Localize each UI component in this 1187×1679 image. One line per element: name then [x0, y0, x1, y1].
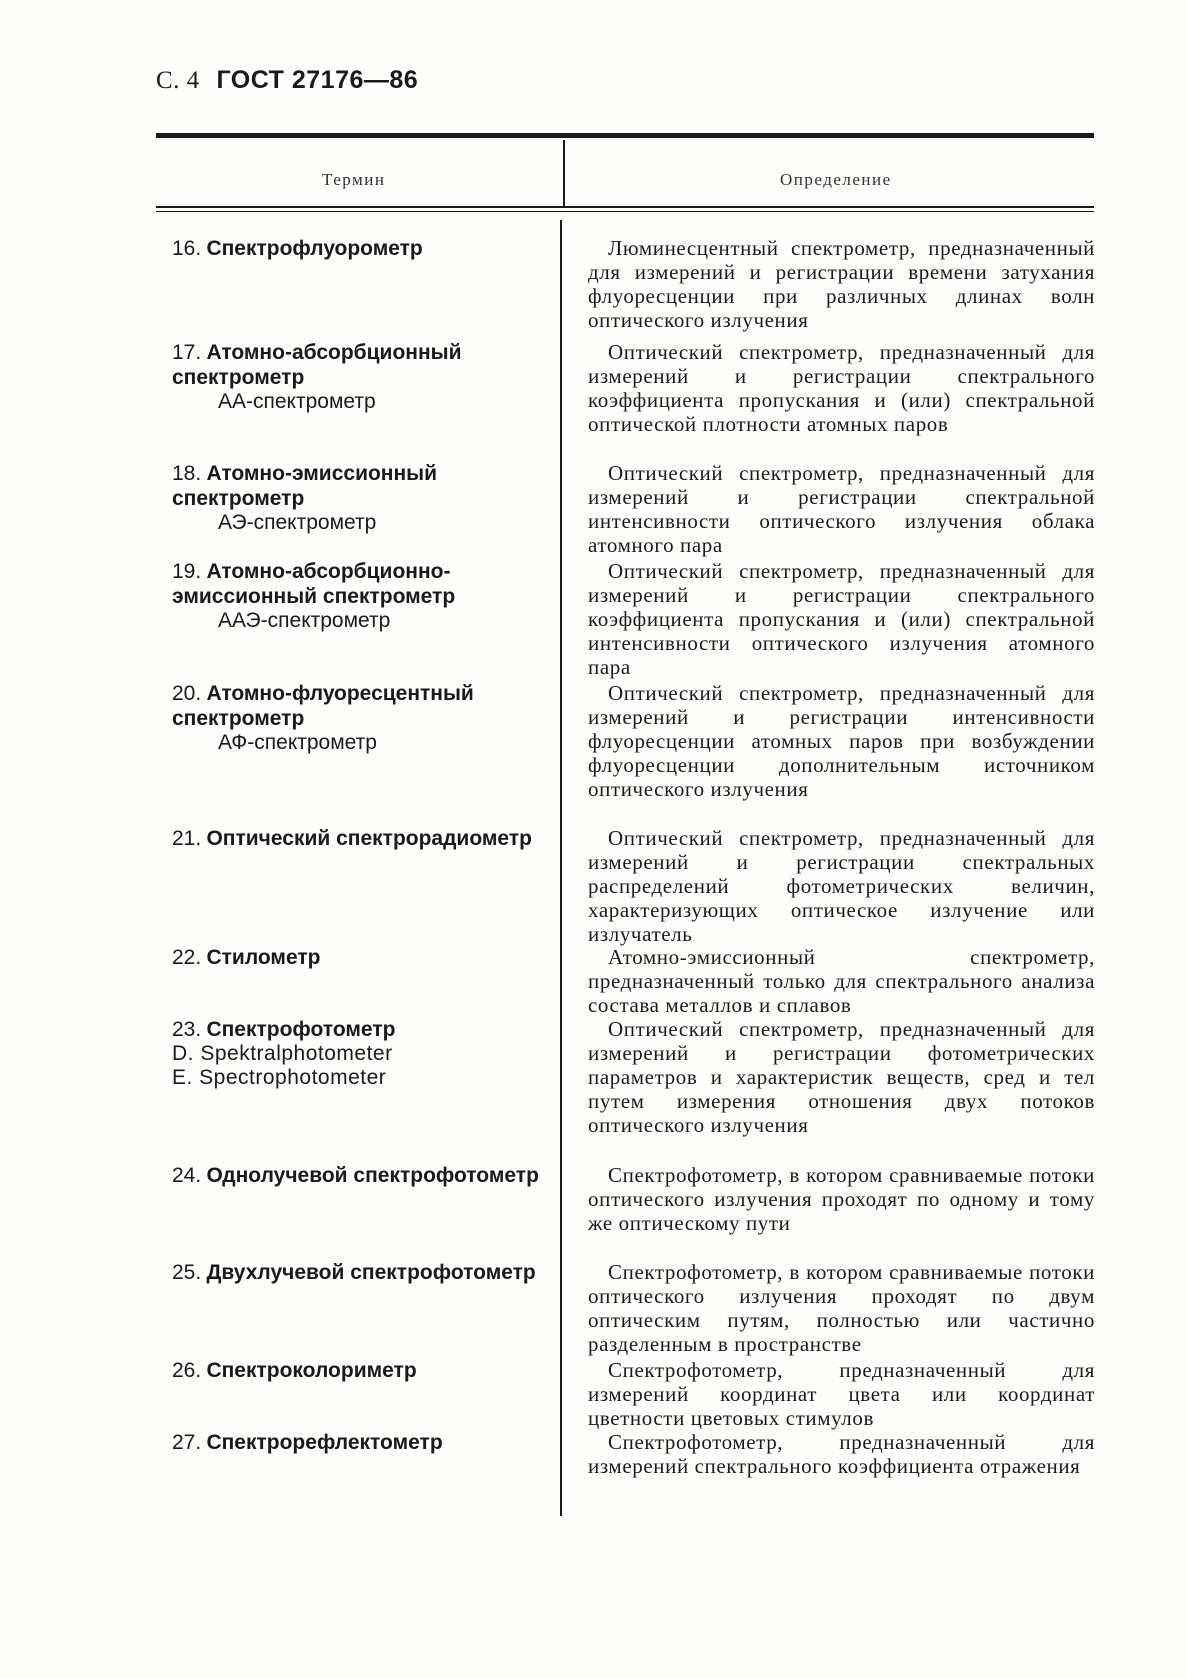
- term-cell: [172, 236, 552, 261]
- term-cell: [172, 681, 552, 755]
- definition-cell: Спектрофотометр, предназначенный для измерений спектрального коэффициента отражения: [588, 1430, 1095, 1478]
- definition-cell: Оптический спектрометр, предназначенный для измерений и регистрации интенсивности флуоресценции атомных паров при возбуждении флуоресценции дополнительным источником оптического излучения: [588, 681, 1095, 801]
- term-name: Атомно-абсорбционно-эмиссионный спектрометр: [172, 560, 456, 608]
- term-number: 22.: [172, 946, 202, 969]
- term-name: Оптический спектрорадиометр: [206, 827, 532, 850]
- term-name: Спектрофлуорометр: [206, 237, 423, 260]
- definition-cell: Спектрофотометр, в котором сравниваемые потоки оптического излучения проходят по двум оптическим путям, полностью или частично разделенным в пространстве: [588, 1260, 1095, 1356]
- term-cell: [172, 1017, 552, 1090]
- term-name: Однолучевой спектрофотометр: [206, 1164, 539, 1187]
- definition-cell: Люминесцентный спектрометр, предназначенный для измерений и регистрации времени затухания флуоресценции при различных длинах волн оптического излучения: [588, 236, 1095, 332]
- term-name: Атомно-эмиссионный спектрометр: [172, 462, 438, 510]
- term-name: Спектрорефлектометр: [206, 1431, 443, 1454]
- term-cell: [172, 461, 552, 535]
- term-name: Двухлучевой спектрофотометр: [206, 1261, 536, 1284]
- document-code: ГОСТ 27176—86: [216, 66, 419, 94]
- term-abbreviation: АА-спектрометр: [218, 390, 376, 413]
- definition-cell: Оптический спектрометр, предназначенный для измерений и регистрации спектрального коэффициента пропускания и (или) спектральной оптической плотности атомных паров: [588, 340, 1095, 436]
- term-number: 16.: [172, 237, 202, 260]
- definition-cell: Атомно-эмиссионный спектрометр, предназначенный только для спектрального анализа состава металлов и сплавов: [588, 945, 1095, 1017]
- term-number: 26.: [172, 1359, 202, 1382]
- term-number: 25.: [172, 1261, 202, 1284]
- term-cell: [172, 1430, 552, 1455]
- term-number: 23.: [172, 1018, 202, 1041]
- term-cell: [172, 340, 552, 414]
- term-cell: [172, 559, 552, 633]
- term-name: Атомно-абсорбционный спектрометр: [172, 341, 462, 389]
- definition-cell: Спектрофотометр, в котором сравниваемые потоки оптического излучения проходят по одному и тому же оптическому пути: [588, 1163, 1095, 1235]
- header-bottom-rule: [156, 206, 1094, 208]
- term-number: 17.: [172, 341, 202, 364]
- term-cell: [172, 1163, 552, 1188]
- page-number: С. 4: [156, 67, 200, 94]
- term-name: Стилометр: [206, 946, 321, 969]
- term-number: 24.: [172, 1164, 202, 1187]
- page-header: [156, 66, 418, 95]
- term-number: 20.: [172, 682, 202, 705]
- body-column-divider: [560, 220, 562, 1516]
- header-bottom-rule-thin: [156, 211, 1094, 212]
- table-top-rule: [156, 133, 1094, 138]
- definition-cell: Спектрофотометр, предназначенный для измерений координат цвета или координат цветности цветовых стимулов: [588, 1358, 1095, 1430]
- term-cell: [172, 1260, 552, 1285]
- term-german: D. Spektralphotometer: [172, 1042, 393, 1065]
- definition-cell: Оптический спектрометр, предназначенный для измерений и регистрации фотометрических параметров и характеристик веществ, сред и тел путем измерения отношения двух потоков оптического излучения: [588, 1017, 1095, 1137]
- header-column-divider: [563, 140, 565, 206]
- column-header-definition: Определение: [780, 170, 892, 189]
- term-number: 18.: [172, 462, 202, 485]
- term-abbreviation: АФ-спектрометр: [218, 731, 377, 754]
- term-name: Спектроколориметр: [206, 1359, 417, 1382]
- term-english: E. Spectrophotometer: [172, 1066, 387, 1089]
- term-abbreviation: АЭ-спектрометр: [218, 511, 377, 534]
- term-cell: [172, 1358, 552, 1383]
- term-number: 21.: [172, 827, 202, 850]
- column-header-term: Термин: [322, 170, 386, 189]
- definition-cell: Оптический спектрометр, предназначенный для измерений и регистрации спектрального коэффициента пропускания и (или) спектральной интенсивности оптического излучения атомного пара: [588, 559, 1095, 679]
- definition-cell: Оптический спектрометр, предназначенный для измерений и регистрации спектральных распределений фотометрических величин, характеризующих оптическое излучение или излучатель: [588, 826, 1095, 946]
- definition-cell: Оптический спектрометр, предназначенный для измерений и регистрации спектральной интенсивности оптического излучения облака атомного пара: [588, 461, 1095, 557]
- term-cell: [172, 945, 552, 970]
- term-name: Атомно-флуоресцентный спектрометр: [172, 682, 474, 730]
- term-number: 19.: [172, 560, 202, 583]
- term-cell: [172, 826, 552, 851]
- term-number: 27.: [172, 1431, 202, 1454]
- term-name: Спектрофотометр: [206, 1018, 396, 1041]
- term-abbreviation: ААЭ-спектрометр: [218, 609, 391, 632]
